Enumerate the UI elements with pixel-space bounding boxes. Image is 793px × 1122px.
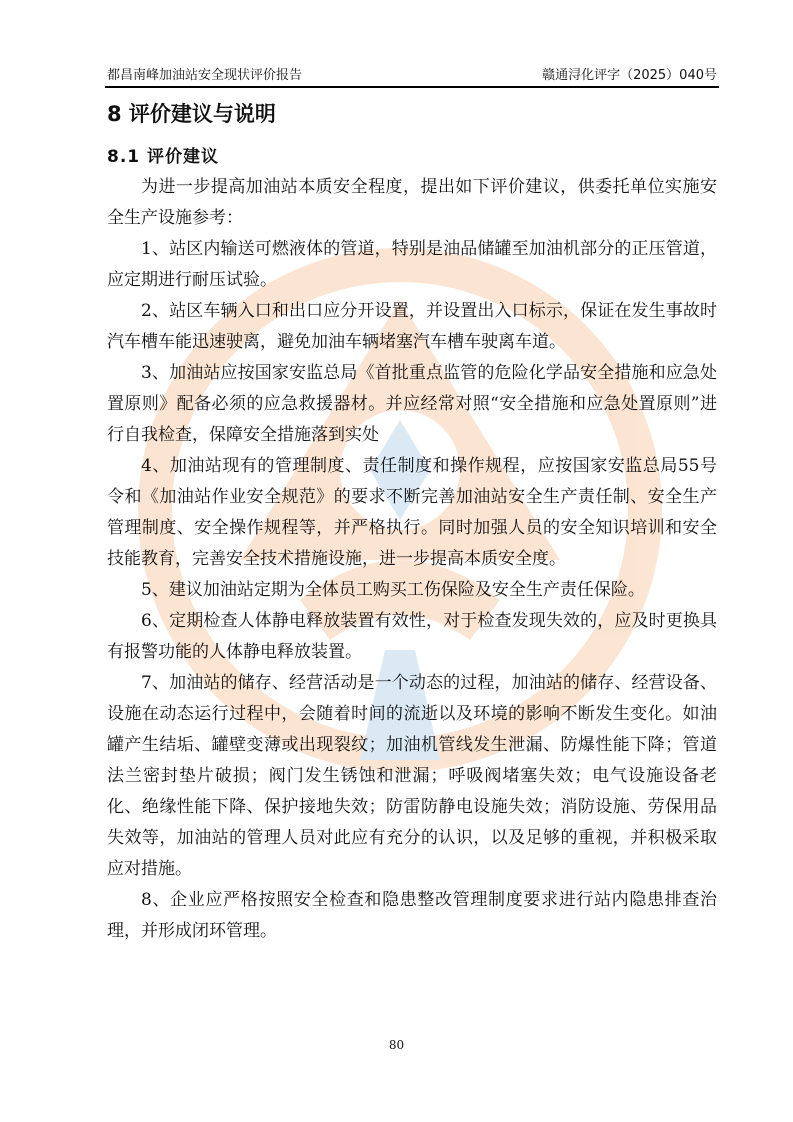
paragraph-intro: 为进一步提高加油站本质安全程度，提出如下评价建议，供委托单位实施安全生产设施参考： (107, 177, 717, 228)
paragraph-item-3: 3、加油站应按国家安监总局《首批重点监管的危险化学品安全措施和应急处置原则》配备必须的应急救援器材。并应经常对照“安全措施和应急处置原则”进行自我检查，保障安全措施落到实处 (107, 363, 717, 445)
paragraph-item-2: 2、站区车辆入口和出口应分开设置，并设置出入口标示，保证在发生事故时汽车槽车能迅速驶离，避免加油车辆堵塞汽车槽车驶离车道。 (107, 301, 717, 352)
header-report-number: 赣通浔化评字（2025）040号 (542, 68, 717, 83)
paragraph-item-4: 4、加油站现有的管理制度、责任制度和操作规程，应按国家安监总局55号令和《加油站作业安全规范》的要求不断完善加油站安全生产责任制、安全生产管理制度、安全操作规程等，并严格执行。同时加强人员的安全知识培训和安全技能教育，完善安全技术措施设施，进一步提高本质安全度。 (107, 456, 717, 569)
paragraph-item-5: 5、建议加油站定期为全体员工购买工伤保险及安全生产责任保险。 (141, 580, 645, 600)
paragraph-item-6: 6、定期检查人体静电释放装置有效性，对于检查发现失效的，应及时更换具有报警功能的人体静电释放装置。 (107, 611, 717, 662)
paragraph-item-7: 7、加油站的储存、经营活动是一个动态的过程，加油站的储存、经营设备、设施在动态运行过程中，会随着时间的流逝以及环境的影响不断发生变化。如油罐产生结垢、罐壁变薄或出现裂纹；加油机管线发生泄漏、防爆性能下降；管道法兰密封垫片破损；阀门发生锈蚀和泄漏；呼吸阀堵塞失效；电气设施设备老化、绝缘性能下降、保护接地失效；防雷防静电设施失效；消防设施、劳保用品失效等，加油站的管理人员对此应有充分的认识，以及足够的重视，并积极采取应对措施。 (107, 673, 717, 879)
body-text (107, 172, 717, 947)
section-heading: 8 评价建议与说明 (107, 102, 276, 126)
header-report-title: 都昌南峰加油站安全现状评价报告 (107, 68, 303, 83)
subsection-heading: 8.1 评价建议 (107, 147, 220, 167)
paragraph-item-8: 8、企业应严格按照安全检查和隐患整改管理制度要求进行站内隐患排查治理，并形成闭环管理。 (107, 890, 717, 941)
header-divider (105, 86, 719, 88)
paragraph-item-1: 1、站区内输送可燃液体的管道，特别是油品储罐至加油机部分的正压管道，应定期进行耐压试验。 (107, 239, 717, 290)
page-number: 80 (388, 1038, 405, 1052)
